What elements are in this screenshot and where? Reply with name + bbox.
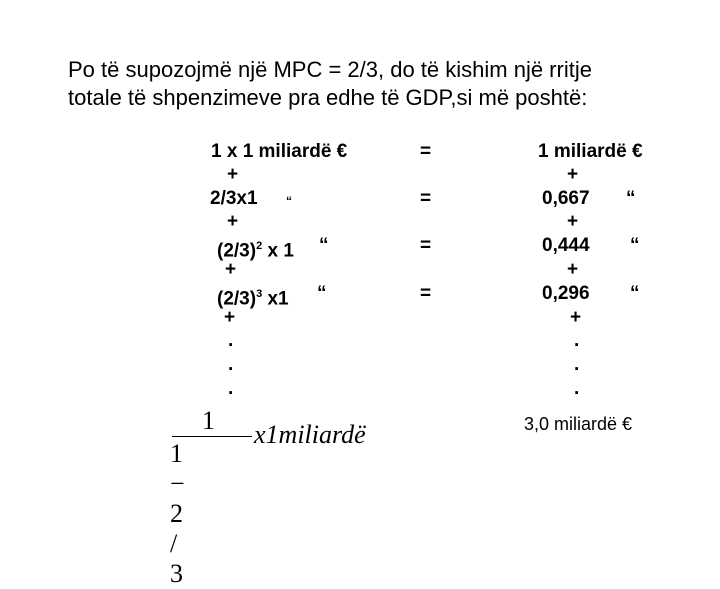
equals-3: = [420,235,432,256]
right-plus-3: + [567,259,579,280]
right-dot-1: . [574,330,580,351]
left-plus-1: + [227,164,239,185]
equals-4: = [420,283,432,304]
right-row-4: 0,296 [542,283,590,304]
right-row-2: 0,667 [542,188,590,209]
formula-multiplier: x1miliardë [254,420,366,449]
left-quote-3: “ [319,235,329,256]
equals-1: = [420,141,432,162]
left-dot-1: . [228,330,234,351]
formula-numerator: 1 [202,406,215,435]
left-dot-2: . [228,354,234,375]
right-plus-4: + [570,307,582,328]
right-plus-1: + [567,164,579,185]
left-plus-2: + [227,211,239,232]
left-quote-4: “ [317,283,327,304]
right-quote-4: “ [630,283,640,304]
title-line-2: totale të shpenzimeve pra edhe të GDP,si më poshtë: [68,85,588,110]
left-row-2: 2/3x1 [210,188,258,209]
right-row-1: 1 miliardë € [538,141,643,162]
formula-denominator: 1 − 2 / 3 [170,439,185,588]
left-row-3-base: (2/3) [217,240,257,262]
right-plus-2: + [567,211,579,232]
left-row-4-base: (2/3) [217,288,257,310]
left-row-3-tail: x 1 [262,240,294,262]
right-dot-2: . [574,354,580,375]
right-total: 3,0 miliardë € [524,414,633,434]
left-quote-2: “ [286,194,292,208]
left-dot-3: . [228,378,234,399]
right-dot-3: . [574,378,580,399]
right-quote-3: “ [630,235,640,256]
left-row-3-exponent: 2 [256,240,263,252]
right-row-3: 0,444 [542,235,590,256]
left-plus-3: + [225,259,237,280]
left-row-4-exponent: 3 [256,288,263,300]
fraction-bar [172,436,252,437]
left-plus-4: + [224,307,236,328]
equals-2: = [420,188,432,209]
title-line-1: Po të supozojmë një MPC = 2/3, do të kishim një rritje [68,57,592,82]
right-quote-2: “ [626,188,636,209]
left-row-1: 1 x 1 miliardë € [211,141,348,162]
left-row-4-tail: x1 [262,288,289,310]
